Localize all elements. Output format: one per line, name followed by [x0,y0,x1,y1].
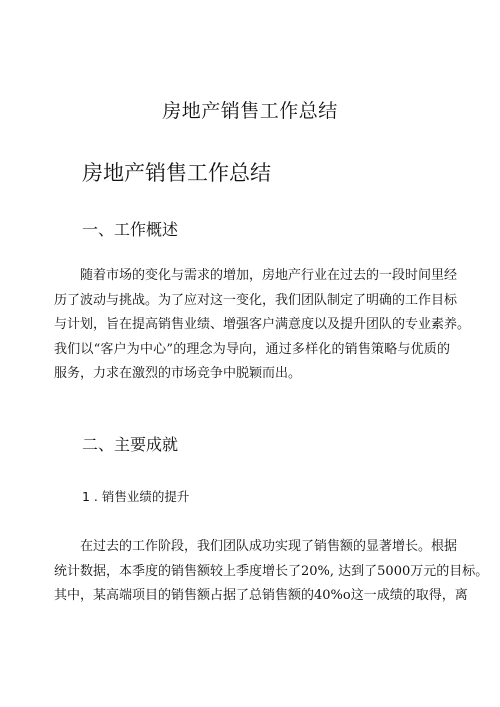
paragraph-line: 服务，力求在激烈的市场竞争中脱颖而出。 [54,366,302,382]
paragraph-line: 与计划，旨在提高销售业绩、增强客户满意度以及提升团队的专业素养。 [54,317,471,333]
main-heading: 房地产销售工作总结 [82,161,271,185]
subsection-heading-sales: 1 . 销售业绩的提升 [82,489,190,504]
achievements-paragraph [54,535,489,609]
paragraph-line: 统计数据，本季度的销售额较上季度增长了20%, 达到了5000万元的目标。 [54,563,489,579]
overview-paragraph [54,264,471,387]
paragraph-line: 其中，某高端项目的销售额占据了总销售额的40%o这一成绩的取得，离 [54,588,468,604]
paragraph-line: 历了波动与挑战。为了应对这一变化，我们团队制定了明确的工作目标 [54,292,458,308]
section-heading-overview: 一、工作概述 [82,220,179,239]
document-title: 房地产销售工作总结 [162,100,338,122]
paragraph-line: 我们以“客户为中心”的理念为导向，通过多样化的销售策略与优质的 [54,341,450,357]
paragraph-line: 随着市场的变化与需求的增加，房地产行业在过去的一段时间里经 [80,268,458,283]
section-heading-achievements: 二、主要成就 [82,435,179,454]
paragraph-line: 在过去的工作阶段，我们团队成功实现了销售额的显著增长。根据 [80,539,458,554]
